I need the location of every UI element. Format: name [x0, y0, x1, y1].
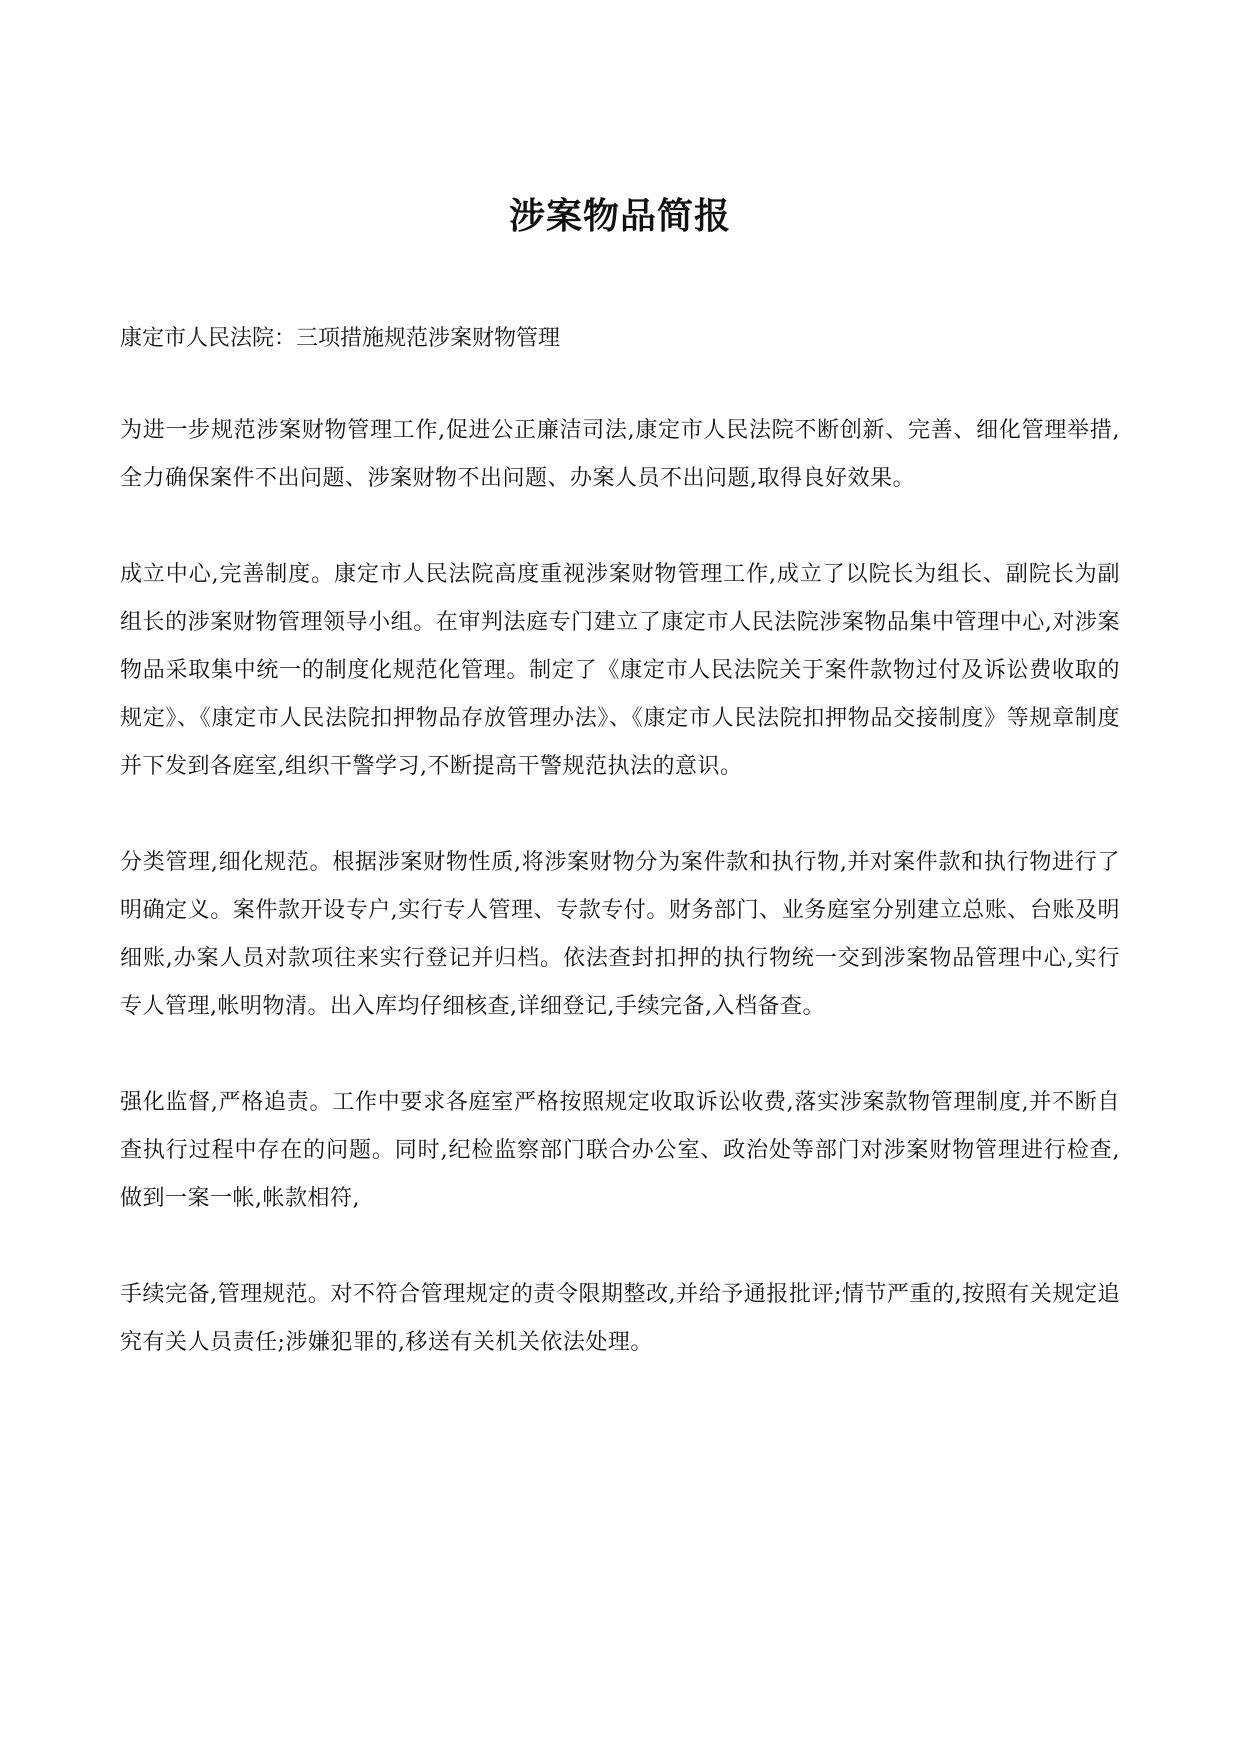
paragraph-intro: 为进一步规范涉案财物管理工作,促进公正廉洁司法,康定市人民法院不断创新、完善、细化管理举措,全力确保案件不出问题、涉案财物不出问题、办案人员不出问题,取得良好效果。 [120, 418, 1120, 491]
document-body [120, 315, 1120, 1367]
paragraph-procedures: 手续完备,管理规范。对不符合管理规定的责令限期整改,并给予通报批评;情节严重的,按照有关规定追究有关人员责任;涉嫌犯罪的,移送有关机关依法处理。 [120, 1282, 1120, 1355]
paragraph-classification: 分类管理,细化规范。根据涉案财物性质,将涉案财物分为案件款和执行物,并对案件款和执行物进行了明确定义。案件款开设专户,实行专人管理、专款专付。财务部门、业务庭室分别建立总账、台账及明细账,办案人员对款项往来实行登记并归档。依法查封扣押的执行物统一交到涉案物品管理中心,实行专人管理,帐明物清。出入库均仔细核查,详细登记,手续完备,入档备查。 [120, 850, 1120, 1019]
page-title: 涉案物品简报 [508, 195, 731, 237]
paragraph-center-system: 成立中心,完善制度。康定市人民法院高度重视涉案财物管理工作,成立了以院长为组长、副院长为副组长的涉案财物管理领导小组。在审判法庭专门建立了康定市人民法院涉案物品集中管理中心,对涉案物品采取集中统一的制度化规范化管理。制定了《康定市人民法院关于案件款物过付及诉讼费收取的规定》、《康定市人民法院扣押物品存放管理办法》、《康定市人民法院扣押物品交接制度》等规章制度并下发到各庭室,组织干警学习,不断提高干警规范执法的意识。 [120, 562, 1120, 779]
document-subtitle: 康定市人民法院：三项措施规范涉案财物管理 [120, 326, 561, 351]
paragraph-supervision: 强化监督,严格追责。工作中要求各庭室严格按照规定收取诉讼收费,落实涉案款物管理制度,并不断自查执行过程中存在的问题。同时,纪检监察部门联合办公室、政治处等部门对涉案财物管理进行检查,做到一案一帐,帐款相符, [120, 1090, 1120, 1211]
